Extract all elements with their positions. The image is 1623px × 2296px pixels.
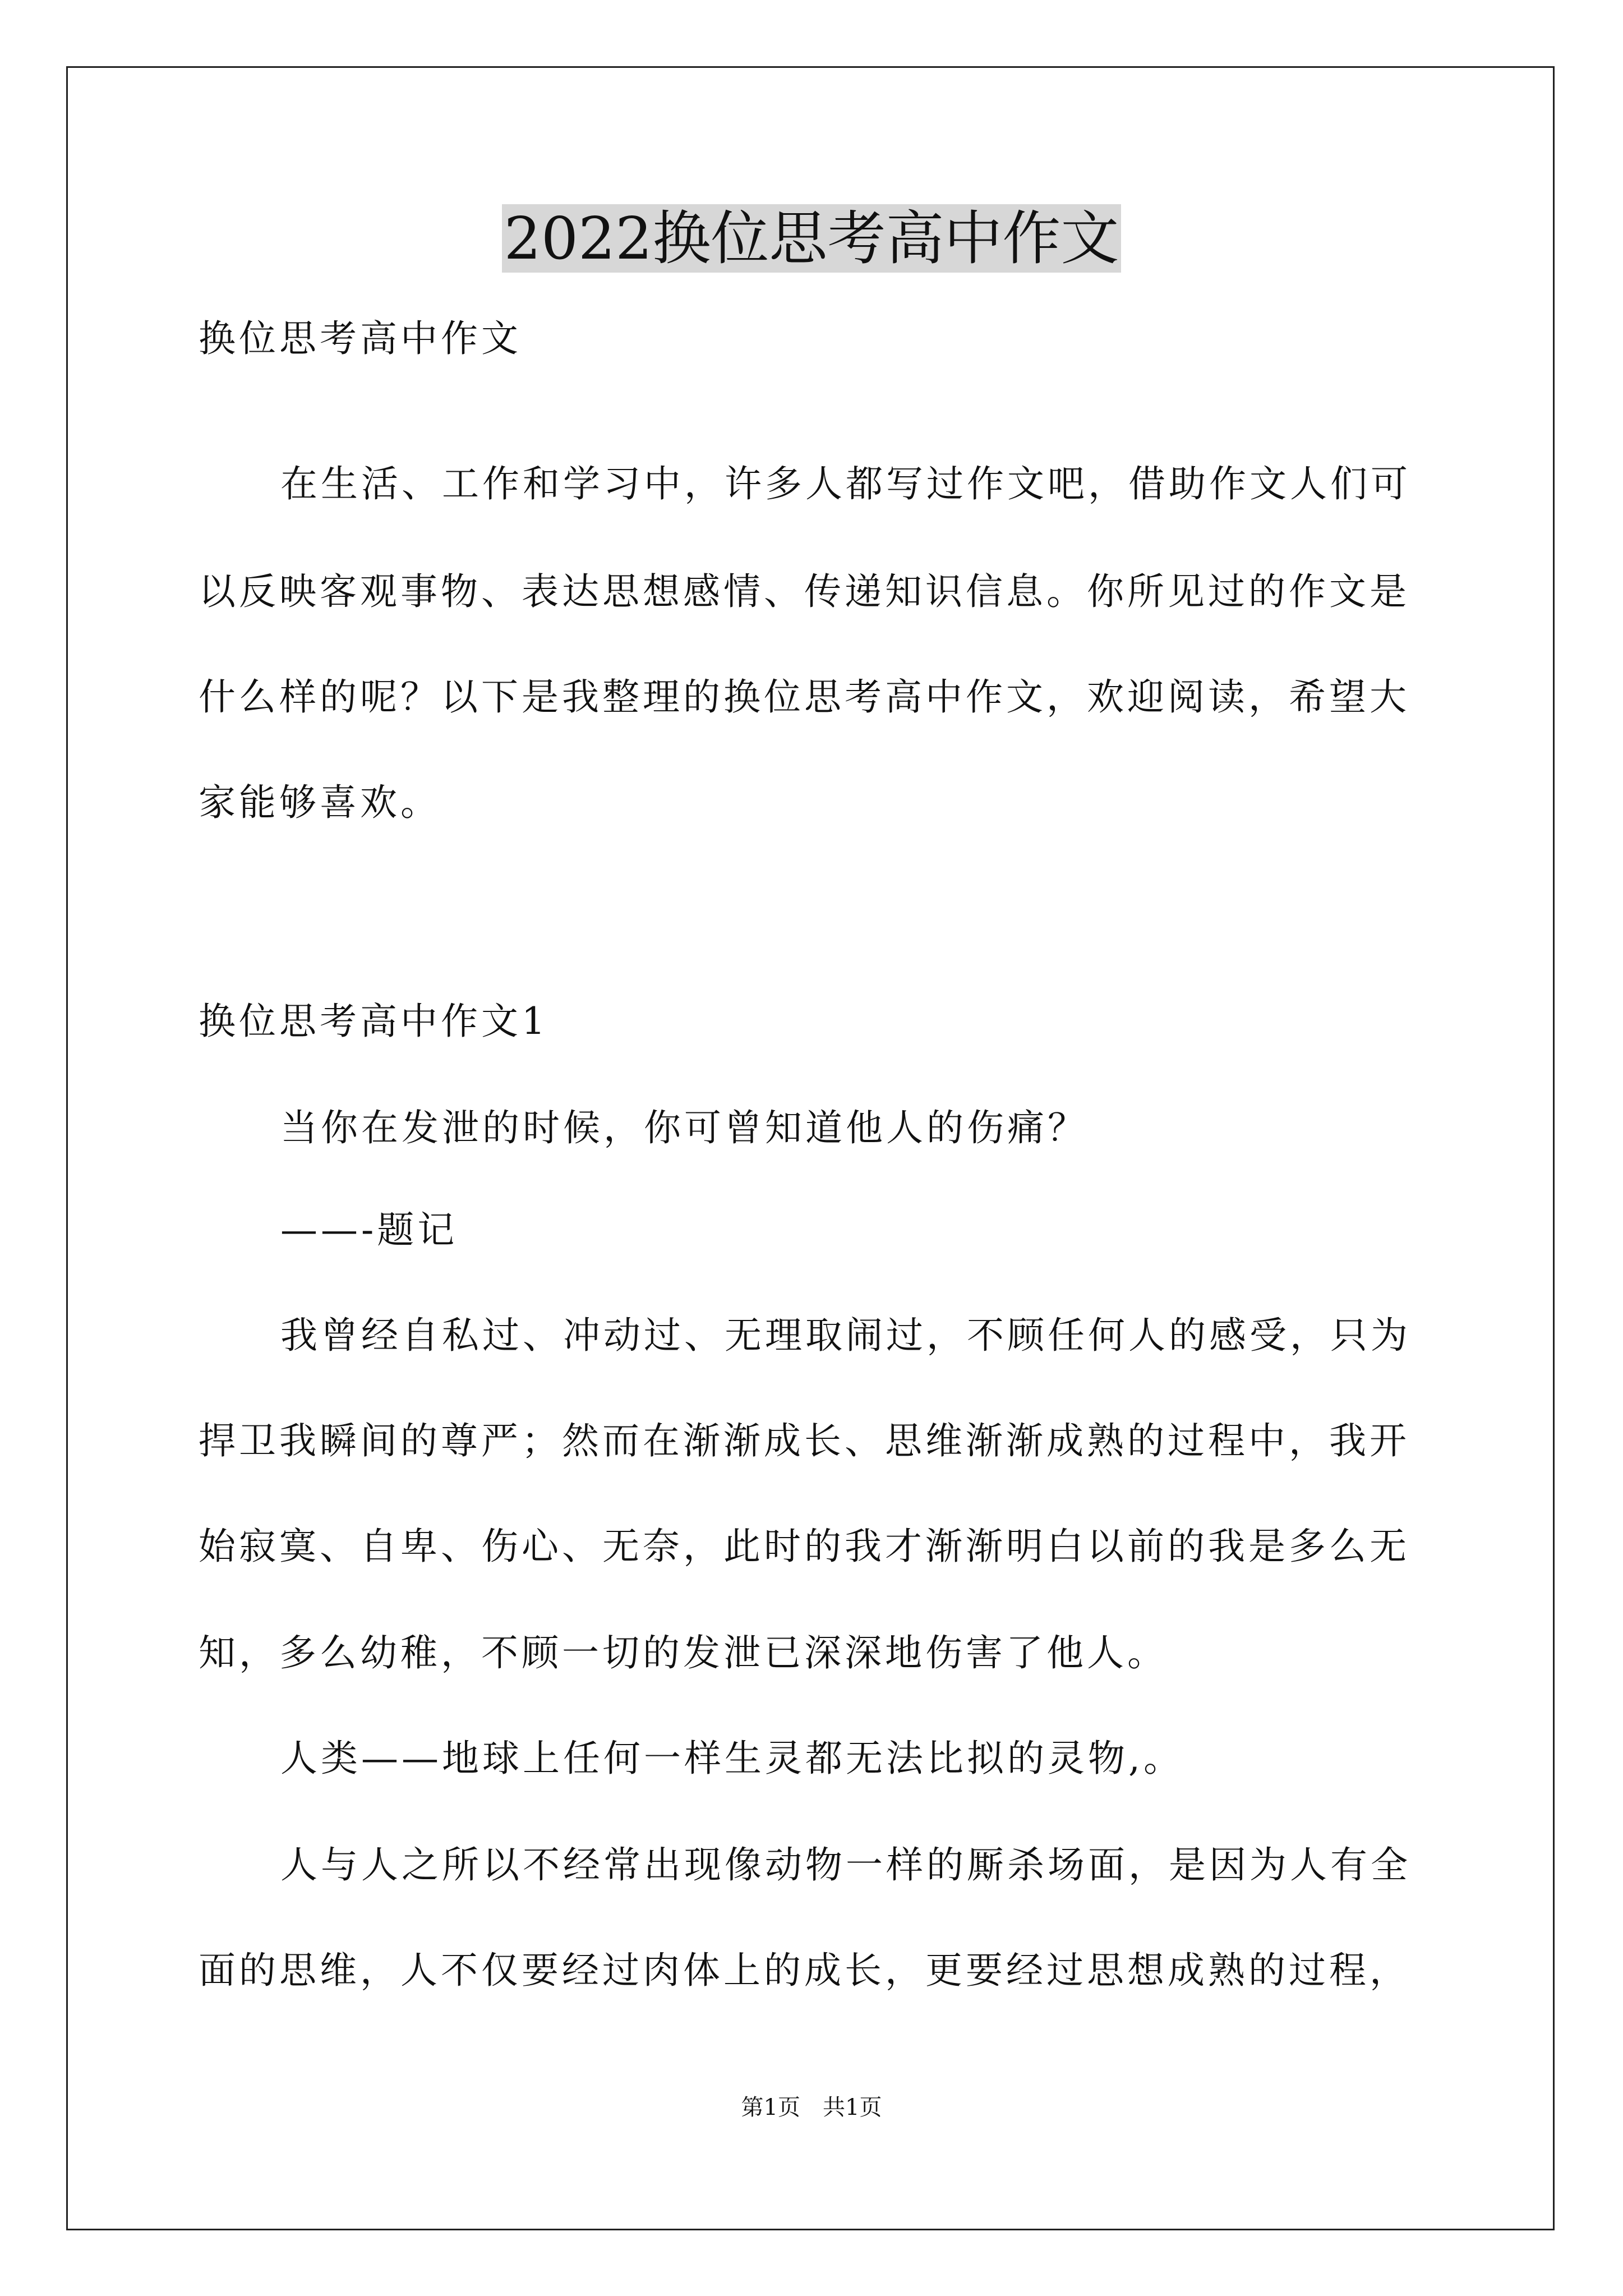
paragraph-line: 我曾经自私过、冲动过、无理取闹过，不顾任何人的感受，只为 [280, 1314, 1411, 1357]
paragraph-line: 以反映客观事物、表达思想感情、传递知识信息。你所见过的作文是 [199, 570, 1410, 613]
paragraph-line: 面的思维，人不仅要经过肉体上的成长，更要经过思想成熟的过程， [199, 1949, 1410, 1992]
subtitle-line: 换位思考高中作文 [199, 317, 522, 360]
paragraph-line: 当你在发泄的时候，你可曾知道他人的伤痛？ [280, 1106, 1088, 1149]
epigraph-attribution: ——-题记 [280, 1208, 458, 1251]
section-heading: 换位思考高中作文1 [199, 1000, 548, 1043]
paragraph-line: 知，多么幼稚，不顾一切的发泄已深深地伤害了他人。 [199, 1631, 1168, 1674]
paragraph-line: 捍卫我瞬间的尊严；然而在渐渐成长、思维渐渐成熟的过程中，我开 [199, 1419, 1410, 1462]
page-footer: 第1页 共1页 [741, 2095, 882, 2120]
paragraph-line: 家能够喜欢。 [199, 781, 441, 824]
paragraph-line: 始寂寞、自卑、伤心、无奈，此时的我才渐渐明白以前的我是多么无 [199, 1525, 1410, 1568]
document-title [0, 199, 1623, 278]
document-title-text: 2022换位思考高中作文 [502, 204, 1122, 273]
paragraph-line: 人与人之所以不经常出现像动物一样的厮杀场面，是因为人有全 [280, 1843, 1411, 1887]
paragraph-line: 人类——地球上任何一样生灵都无法比拟的灵物,。 [280, 1737, 1184, 1780]
paragraph-line: 在生活、工作和学习中，许多人都写过作文吧，借助作文人们可 [280, 462, 1411, 505]
paragraph-line: 什么样的呢？以下是我整理的换位思考高中作文，欢迎阅读，希望大 [199, 675, 1410, 719]
